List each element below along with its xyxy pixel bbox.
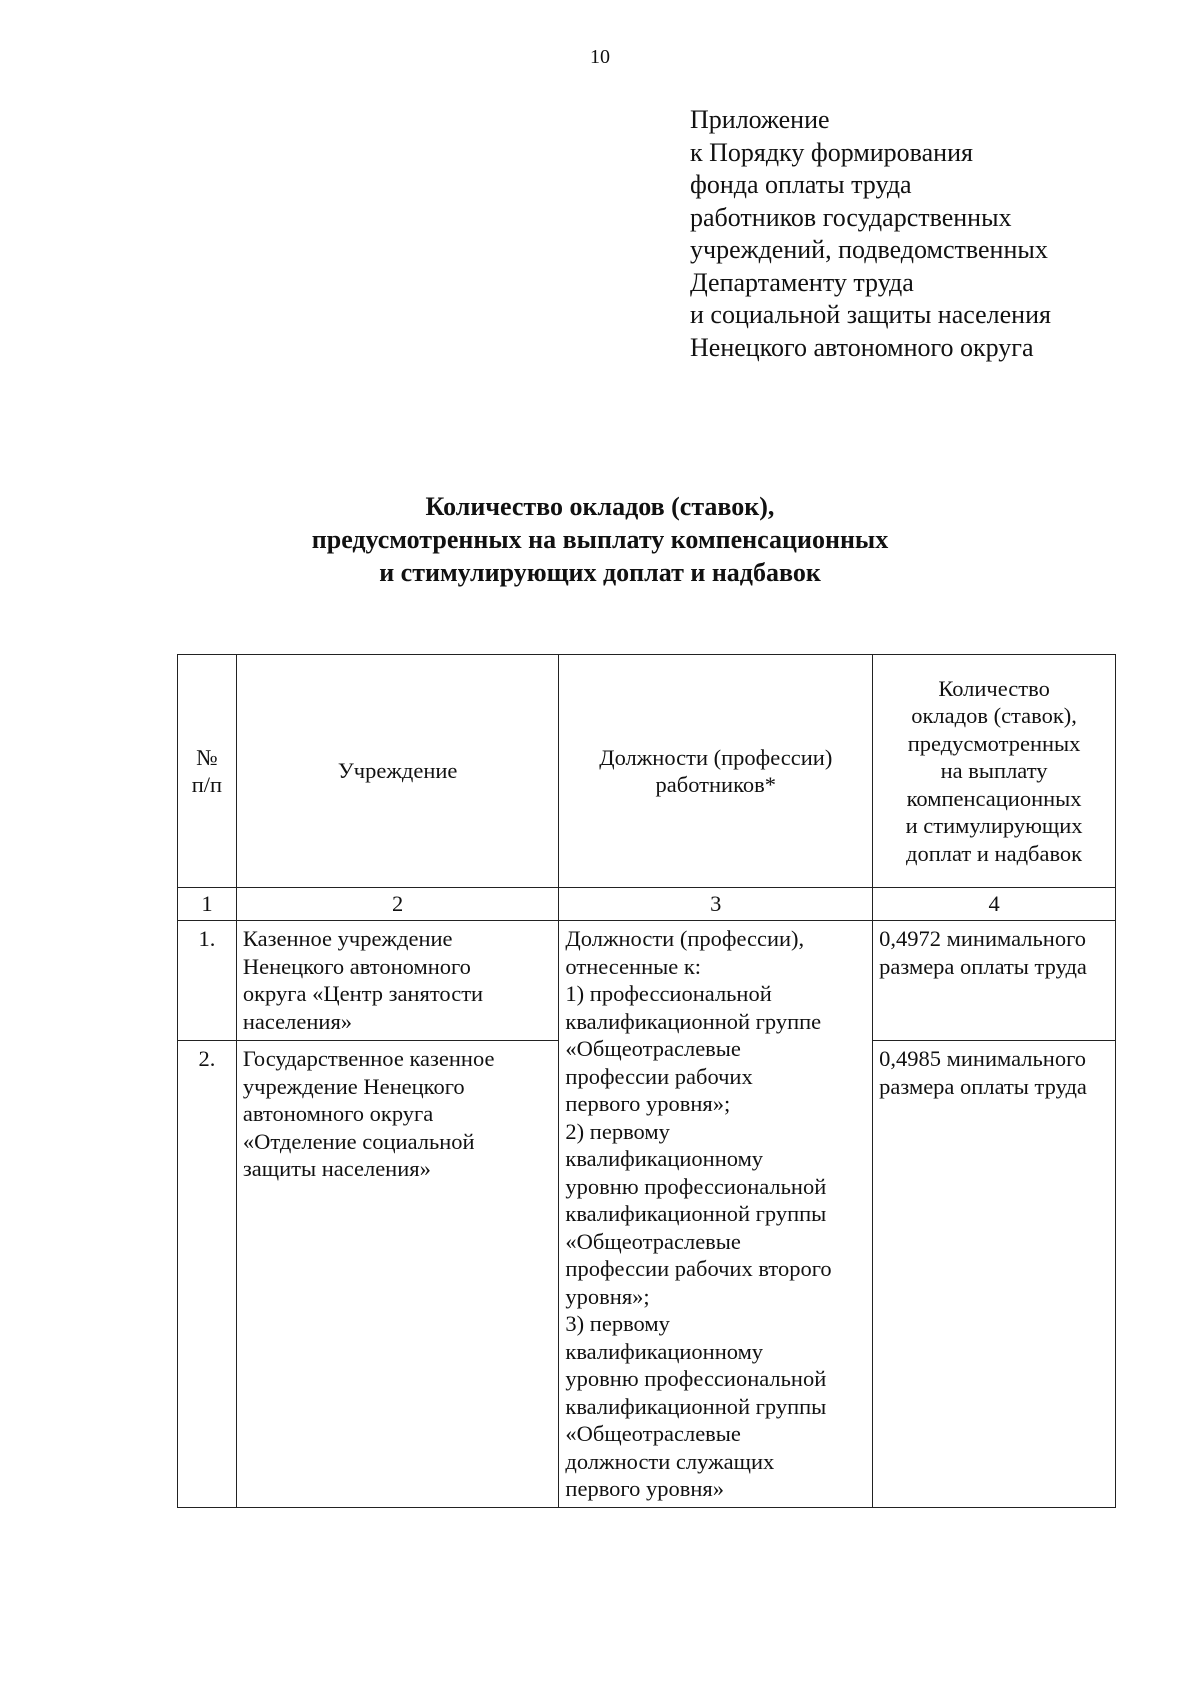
row-institution bbox=[236, 921, 559, 1041]
cell-text: первого уровня»; bbox=[565, 1091, 731, 1116]
appendix-line: фонда оплаты труда bbox=[690, 170, 912, 199]
page-number: 10 bbox=[590, 46, 610, 68]
row-institution bbox=[236, 1041, 559, 1507]
column-number: 1 bbox=[178, 888, 237, 921]
cell-text: защиты населения» bbox=[242, 1156, 431, 1182]
document-title bbox=[0, 490, 1200, 589]
cell-text: округа «Центр занятости bbox=[242, 981, 484, 1006]
allocation-table bbox=[177, 654, 1116, 1508]
row-amount bbox=[873, 1041, 1116, 1507]
appendix-line: учреждений, подведомственных bbox=[690, 235, 1048, 264]
cell-text: Должности (профессии), bbox=[565, 926, 805, 951]
cell-text: учреждение Ненецкого bbox=[242, 1073, 465, 1099]
header-amount bbox=[873, 655, 1116, 888]
cell-text: профессии рабочих второго bbox=[565, 1256, 832, 1281]
cell-text: уровня»; bbox=[565, 1283, 650, 1309]
cell-text: «Общеотраслевые bbox=[565, 1421, 741, 1446]
cell-text: Ненецкого автономного bbox=[242, 953, 471, 979]
header-text: Количество bbox=[938, 675, 1050, 701]
table-header-row bbox=[178, 655, 1116, 888]
cell-text: отнесенные к: bbox=[565, 953, 702, 979]
table-row bbox=[178, 921, 1116, 1041]
cell-text: 2) первому bbox=[565, 1118, 670, 1144]
cell-text: размера оплаты труда bbox=[879, 1073, 1087, 1099]
row-positions-shared bbox=[559, 921, 873, 1508]
cell-text: 1) профессиональной bbox=[565, 981, 772, 1006]
cell-text: квалификационному bbox=[565, 1338, 764, 1364]
cell-text: «Общеотраслевые bbox=[565, 1228, 741, 1254]
header-positions bbox=[559, 655, 873, 888]
appendix-line: и социальной защиты населения bbox=[690, 300, 1051, 329]
column-number-row bbox=[178, 888, 1116, 921]
cell-text: квалификационной группы bbox=[565, 1201, 827, 1226]
cell-text: 0,4972 минимального bbox=[879, 926, 1086, 951]
cell-text: квалификационной группе bbox=[565, 1008, 822, 1034]
header-text: работников* bbox=[655, 772, 777, 797]
appendix-line: к Порядку формирования bbox=[690, 137, 973, 167]
header-text: предусмотренных bbox=[907, 730, 1081, 756]
header-text: окладов (ставок), bbox=[911, 703, 1077, 729]
cell-text: 3) первому bbox=[565, 1311, 670, 1336]
header-text: и стимулирующих bbox=[905, 813, 1083, 839]
row-num: 1. bbox=[178, 921, 237, 1041]
cell-text: уровню профессиональной bbox=[565, 1366, 827, 1391]
header-text: компенсационных bbox=[906, 785, 1082, 811]
header-text: доплат и надбавок bbox=[906, 840, 1083, 866]
header-text: п/п bbox=[191, 772, 223, 797]
header-num bbox=[178, 655, 237, 888]
cell-text: должности служащих bbox=[565, 1448, 775, 1474]
title-line: Количество окладов (ставок), bbox=[425, 492, 775, 521]
title-line: предусмотренных на выплату компенсационных bbox=[311, 525, 889, 554]
cell-text: размера оплаты труда bbox=[879, 953, 1087, 979]
appendix-line: Ненецкого автономного округа bbox=[690, 332, 1034, 362]
appendix-line: работников государственных bbox=[690, 202, 1012, 232]
cell-text: профессии рабочих bbox=[565, 1063, 753, 1089]
cell-text: населения» bbox=[242, 1008, 353, 1034]
appendix-line: Департаменту труда bbox=[690, 267, 914, 297]
header-text: на выплату bbox=[940, 758, 1048, 784]
cell-text: Казенное учреждение bbox=[242, 926, 453, 951]
cell-text: 0,4985 минимального bbox=[879, 1046, 1086, 1072]
title-line: и стимулирующих доплат и надбавок bbox=[379, 558, 821, 587]
header-institution bbox=[236, 655, 559, 888]
cell-text: «Общеотраслевые bbox=[565, 1036, 741, 1061]
cell-text: квалификационной группы bbox=[565, 1393, 827, 1419]
cell-text: квалификационному bbox=[565, 1146, 764, 1171]
column-number: 3 bbox=[559, 888, 873, 921]
cell-text: уровню профессиональной bbox=[565, 1173, 827, 1199]
row-amount bbox=[873, 921, 1116, 1041]
header-text: Учреждение bbox=[337, 758, 458, 784]
header-text: № bbox=[196, 744, 218, 770]
cell-text: Государственное казенное bbox=[242, 1046, 495, 1072]
cell-text: «Отделение социальной bbox=[242, 1128, 475, 1154]
appendix-line: Приложение bbox=[690, 105, 830, 134]
cell-text: первого уровня» bbox=[565, 1476, 724, 1501]
column-number: 4 bbox=[873, 888, 1116, 921]
row-num: 2. bbox=[178, 1041, 237, 1507]
column-number: 2 bbox=[236, 888, 559, 921]
cell-text: автономного округа bbox=[242, 1101, 434, 1127]
header-text: Должности (профессии) bbox=[599, 744, 833, 770]
appendix-block bbox=[690, 104, 1170, 364]
